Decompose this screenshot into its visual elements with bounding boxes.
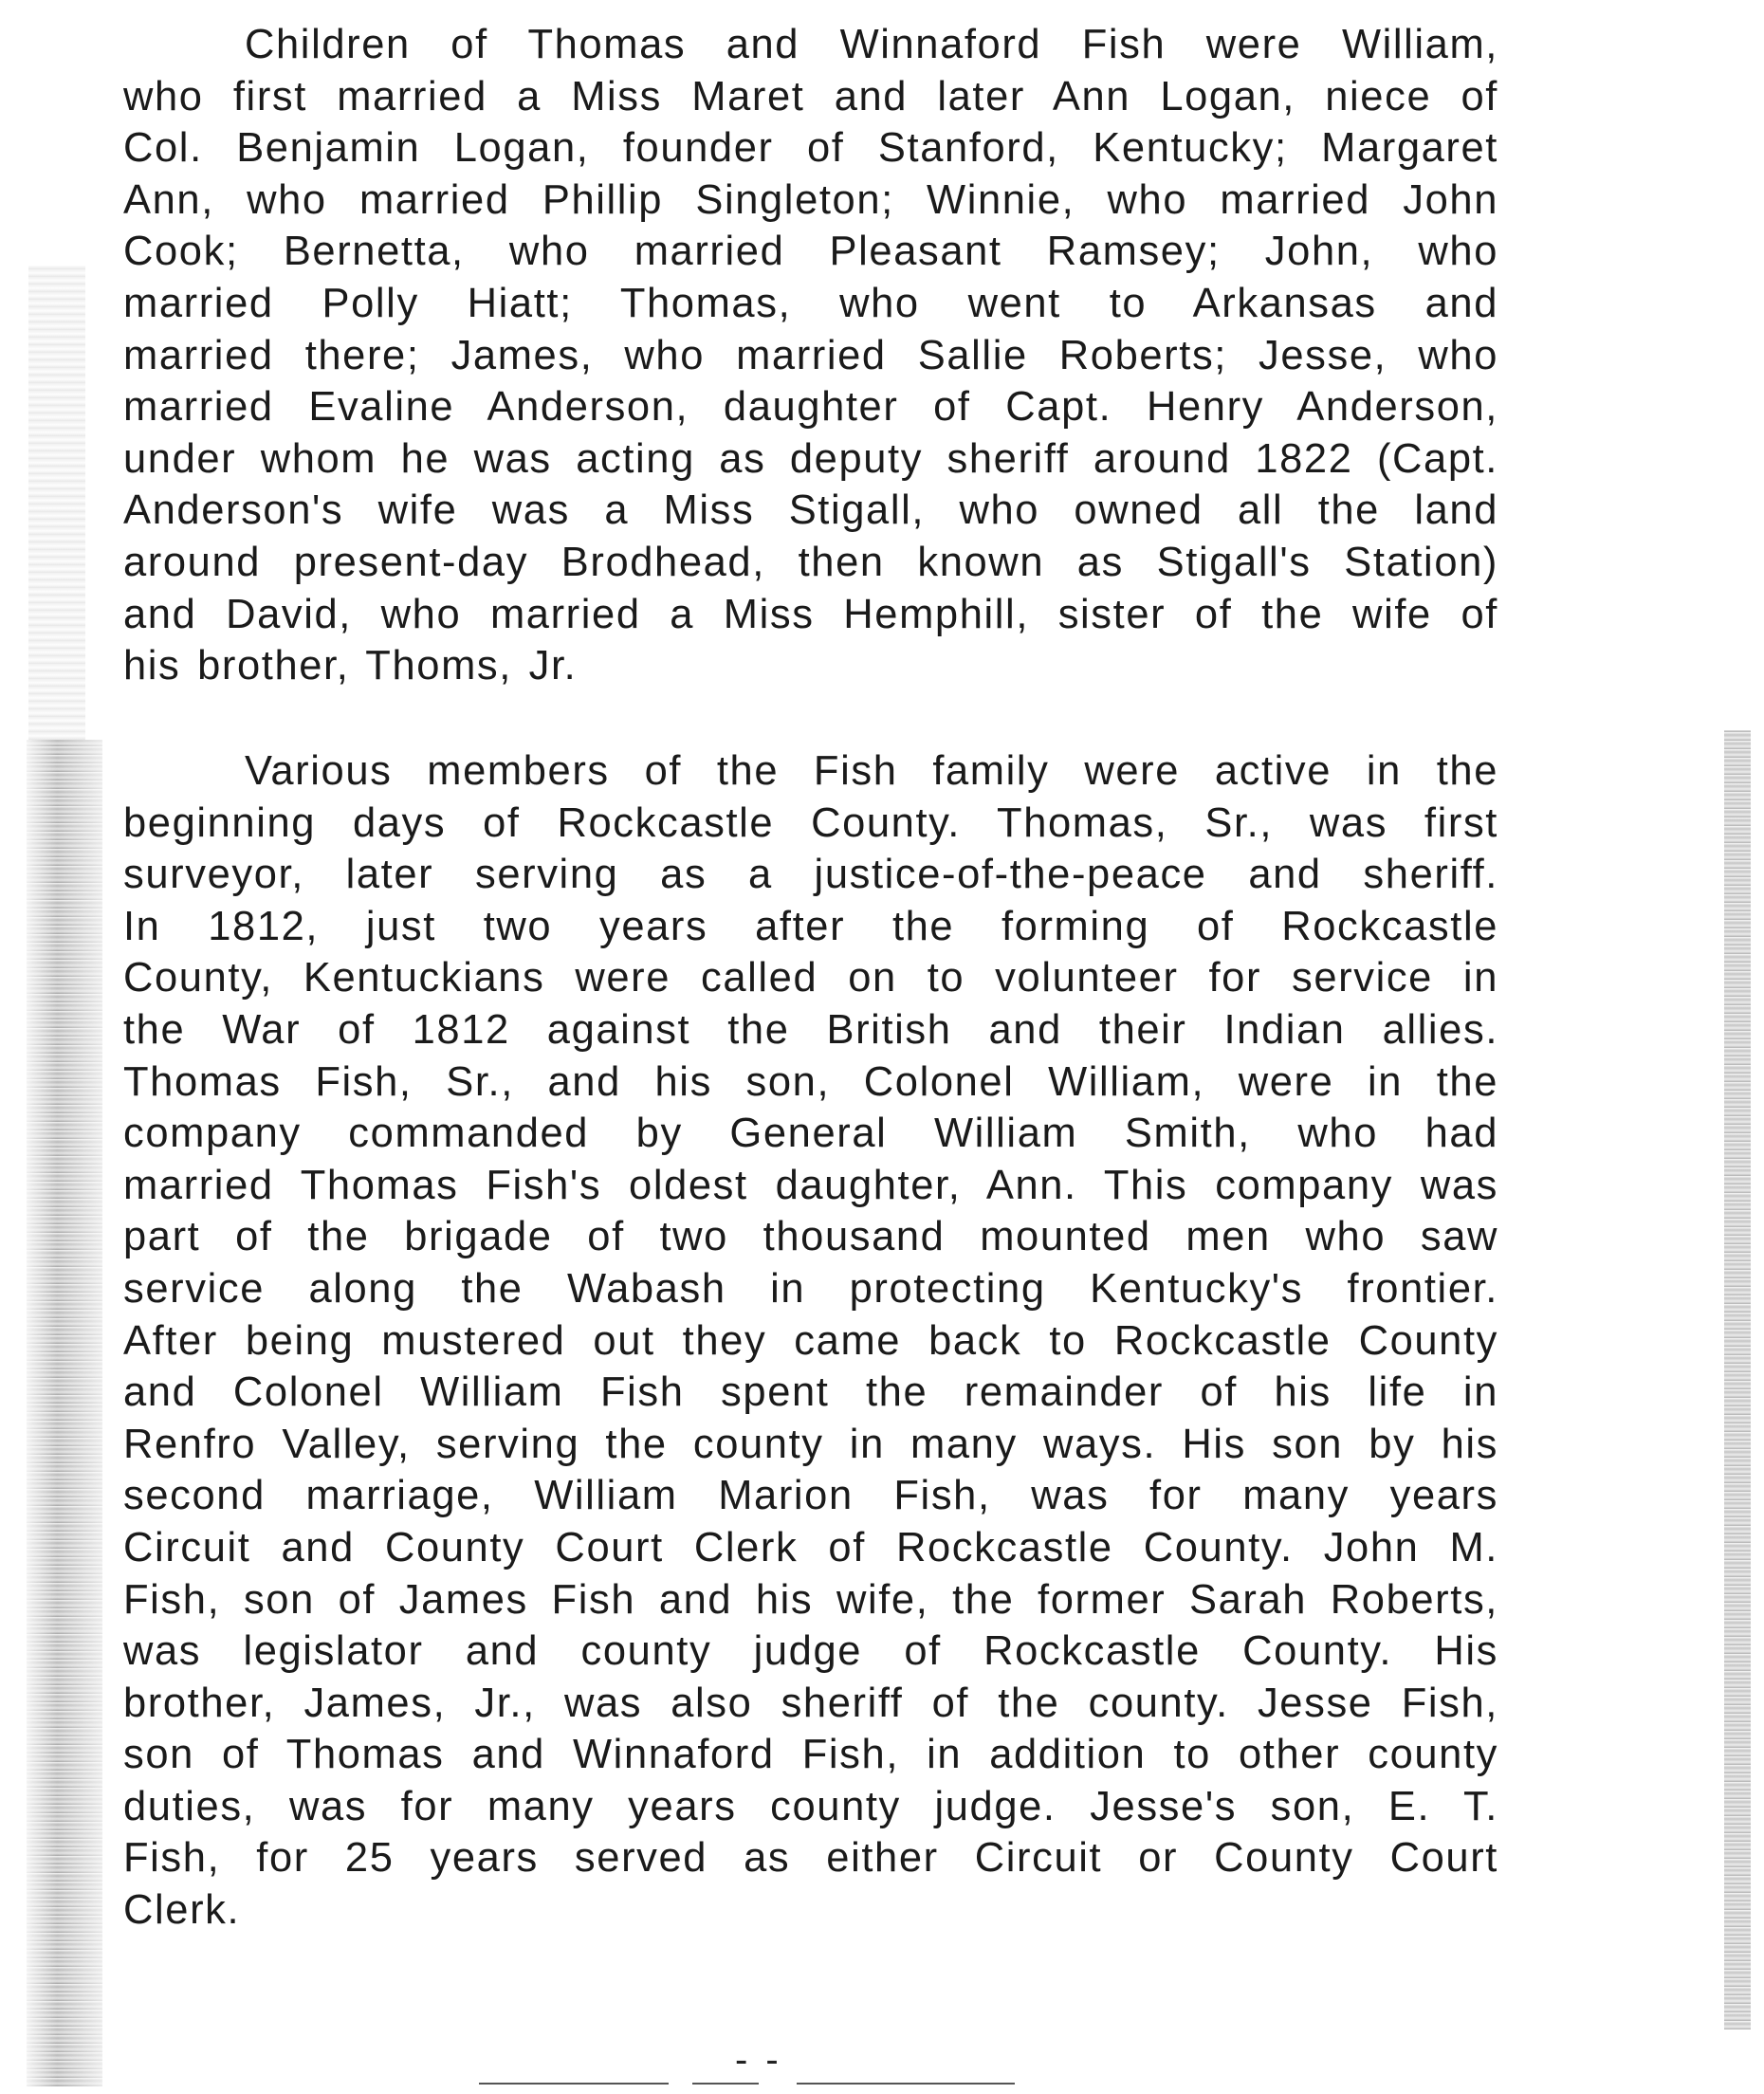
- paragraph-line: and David, who married a Miss Hemphill, sister of the wife of: [123, 591, 1498, 637]
- paragraph-line: beginning days of Rockcastle County. Thomas, Sr., was first: [123, 799, 1498, 846]
- paragraph-line: Renfro Valley, serving the county in many ways. His son by his: [123, 1421, 1498, 1467]
- paragraph-line: the War of 1812 against the British and their Indian allies.: [123, 1006, 1498, 1053]
- scan-edge-shading-right: [1724, 730, 1751, 2030]
- paragraph-line: Various members of the Fish family were active in the: [245, 748, 1498, 794]
- footer-rule: [797, 2083, 1015, 2085]
- paragraph-line: second marriage, William Marion Fish, was for many years: [123, 1473, 1498, 1519]
- paragraph-line: service along the Wabash in protecting Kentucky's frontier.: [123, 1265, 1498, 1312]
- paragraph-line: After being mustered out they came back to Rockcastle County: [123, 1317, 1498, 1364]
- paragraph-line: Children of Thomas and Winnaford Fish were William,: [245, 22, 1498, 67]
- paragraph-line: In 1812, just two years after the forming of Rockcastle: [123, 903, 1498, 949]
- paragraph-line: married Polly Hiatt; Thomas, who went to Arkansas and: [123, 280, 1498, 326]
- footer-rule: [479, 2083, 669, 2085]
- paragraph-line: Thomas Fish, Sr., and his son, Colonel William, were in the: [123, 1058, 1498, 1105]
- paragraph-line: Fish, for 25 years served as either Circuit or County Court: [123, 1835, 1498, 1882]
- scan-edge-shading-left-upper: [28, 266, 85, 740]
- paragraph-line: was legislator and county judge of Rockcastle County. His: [123, 1628, 1498, 1675]
- scan-edge-shading-left: [27, 740, 102, 2086]
- paragraph-line: Ann, who married Phillip Singleton; Winnie, who married John: [123, 176, 1498, 223]
- paragraph-line: Fish, son of James Fish and his wife, the former Sarah Roberts,: [123, 1576, 1498, 1623]
- paragraph-line: duties, was for many years county judge. Jesse's son, E. T.: [123, 1783, 1498, 1829]
- paragraph-line: Clerk.: [123, 1887, 241, 1934]
- paragraph-line: Cook; Bernetta, who married Pleasant Ramsey; John, who: [123, 229, 1498, 275]
- paragraph-line: brother, James, Jr., was also sheriff of the county. Jesse Fish,: [123, 1680, 1498, 1726]
- paragraph-line: Col. Benjamin Logan, founder of Stanford, Kentucky; Margaret: [123, 125, 1498, 172]
- paragraph-line: around present-day Brodhead, then known as Stigall's Station): [123, 539, 1498, 585]
- paragraph-line: married there; James, who married Sallie Roberts; Jesse, who: [123, 332, 1498, 378]
- footer-rule: [692, 2083, 759, 2085]
- paragraph-line: under whom he was acting as deputy sheriff around 1822 (Capt.: [123, 435, 1498, 482]
- paragraph-line: married Thomas Fish's oldest daughter, Ann. This company was: [123, 1162, 1498, 1208]
- paragraph-line: County, Kentuckians were called on to volunteer for service in: [123, 955, 1498, 1001]
- paragraph-line: part of the brigade of two thousand mounted men who saw: [123, 1214, 1498, 1260]
- paragraph-1: [123, 19, 1498, 692]
- paragraph-line: and Colonel William Fish spent the remainder of his life in: [123, 1369, 1498, 1416]
- paragraph-line: married Evaline Anderson, daughter of Capt. Henry Anderson,: [123, 384, 1498, 431]
- paragraph-line: his brother, Thoms, Jr.: [123, 643, 578, 689]
- footer-mark: - -: [735, 2039, 782, 2081]
- paragraph-2: [123, 745, 1498, 1937]
- paragraph-line: surveyor, later serving as a justice-of-the-peace and sheriff.: [123, 852, 1498, 898]
- paragraph-line: son of Thomas and Winnaford Fish, in addition to other county: [123, 1732, 1498, 1778]
- paragraph-line: Anderson's wife was a Miss Stigall, who owned all the land: [123, 487, 1498, 534]
- paragraph-line: who first married a Miss Maret and later Ann Logan, niece of: [123, 73, 1498, 119]
- paragraph-line: Circuit and County Court Clerk of Rockcastle County. John M.: [123, 1524, 1498, 1570]
- paragraph-line: company commanded by General William Smith, who had: [123, 1111, 1498, 1157]
